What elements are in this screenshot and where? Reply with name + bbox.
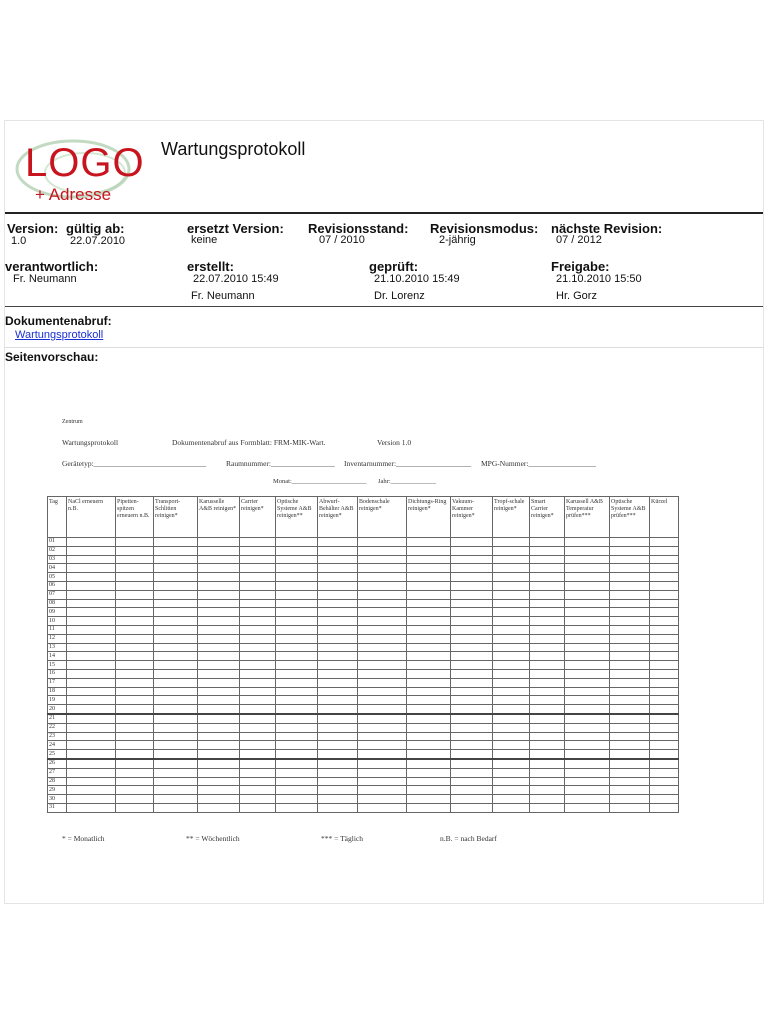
day-cell: 16 [48, 669, 67, 678]
header-divider [5, 212, 763, 214]
preview-form-name: Wartungsprotokoll [62, 438, 119, 447]
day-cell: 03 [48, 555, 67, 564]
created-label: erstellt: [187, 259, 234, 274]
day-cell: 18 [48, 687, 67, 696]
document-page [4, 120, 764, 904]
day-cell: 05 [48, 573, 67, 582]
preview-room-number: Raumnummer:_________________ [226, 459, 335, 468]
day-cell: 22 [48, 723, 67, 732]
responsible-label: verantwortlich: [5, 259, 99, 274]
day-cell: 20 [48, 705, 67, 714]
meta-divider [5, 306, 763, 307]
col-header: Optische Systeme A&B prüfen*** [610, 497, 650, 538]
day-cell: 13 [48, 643, 67, 652]
col-header: Optische Systeme A&B reinigen** [276, 497, 318, 538]
retrieval-label: Dokumentenabruf: [5, 314, 112, 328]
day-cell: 09 [48, 608, 67, 617]
preview-device-type: Gerätetyp:______________________________ [62, 459, 207, 468]
preview-inventory-number: Inventarnummer:____________________ [344, 459, 472, 468]
preview-year: Jahr:______________ [378, 478, 437, 485]
col-header: Karusselle A&B reinigen* [198, 497, 240, 538]
day-cell: 31 [48, 803, 67, 812]
preview-form-source: Dokumentenabruf aus Formblatt: FRM-MIK-Wart. [172, 438, 326, 447]
preview-label: Seitenvorschau: [5, 350, 99, 364]
day-cell: 17 [48, 678, 67, 687]
next-revision-value: 07 / 2012 [556, 234, 602, 246]
revision-mode-value: 2-jährig [439, 234, 476, 246]
day-cell: 30 [48, 795, 67, 804]
release-label: Freigabe: [551, 259, 610, 274]
logo-text: LOGO [25, 141, 145, 185]
col-header: Kürzel [650, 497, 679, 538]
col-header: Transport-Schlitten reinigen* [154, 497, 198, 538]
col-header: Karussell A&B Temperatur prüfen*** [565, 497, 610, 538]
legend-monthly: * = Monatlich [62, 834, 105, 843]
col-header: Pipetten-spitzen erneuern n.B. [116, 497, 154, 538]
day-cell: 28 [48, 777, 67, 786]
release-by: Hr. Gorz [556, 290, 597, 302]
day-cell: 11 [48, 625, 67, 634]
day-cell: 27 [48, 768, 67, 777]
day-cell: 26 [48, 759, 67, 768]
checked-date: 21.10.2010 15:49 [374, 273, 460, 285]
col-header: Abwurf-Behälter A&B reinigen* [318, 497, 358, 538]
day-cell: 19 [48, 696, 67, 705]
replaces-version-value: keine [191, 234, 218, 246]
checked-label: geprüft: [369, 259, 419, 274]
day-cell: 12 [48, 634, 67, 643]
release-date: 21.10.2010 15:50 [556, 273, 642, 285]
preview-center: Zentrum [62, 419, 83, 425]
revision-mode-label: Revisionsmodus: [430, 221, 539, 236]
retrieval-link[interactable]: Wartungsprotokoll [15, 329, 104, 341]
legend-weekly: ** = Wöchentlich [186, 834, 240, 843]
day-cell: 08 [48, 599, 67, 608]
day-cell: 10 [48, 617, 67, 626]
day-cell: 04 [48, 564, 67, 573]
preview-mpg-number: MPG-Nummer:__________________ [481, 459, 596, 468]
created-by: Fr. Neumann [191, 290, 255, 302]
day-cell: 25 [48, 750, 67, 759]
revision-state-value: 07 / 2010 [319, 234, 365, 246]
day-cell: 24 [48, 741, 67, 750]
created-date: 22.07.2010 15:49 [193, 273, 279, 285]
col-header: Carrier reinigen* [240, 497, 276, 538]
version-value: 1.0 [11, 235, 27, 247]
day-cell: 15 [48, 661, 67, 670]
col-header: Smart Carrier reinigen* [530, 497, 565, 538]
valid-from-value: 22.07.2010 [70, 235, 126, 247]
version-label: Version: [7, 221, 59, 236]
col-header: Tag [48, 497, 67, 538]
logo [13, 133, 163, 213]
col-header: Dichtungs-Ring reinigen* [407, 497, 451, 538]
preview-month: Monat:_______________________ [273, 478, 367, 485]
checked-by: Dr. Lorenz [374, 290, 425, 302]
day-cell: 02 [48, 546, 67, 555]
valid-from-label: gültig ab: [66, 221, 125, 236]
col-header: Tropf-schale reinigen* [493, 497, 530, 538]
logo-address: + Adresse [35, 185, 112, 204]
preview-form-version: Version 1.0 [377, 438, 412, 447]
replaces-version-label: ersetzt Version: [187, 221, 284, 236]
day-cell: 23 [48, 732, 67, 741]
document-title: Wartungsprotokoll [161, 139, 306, 159]
legend-as-needed: n.B. = nach Bedarf [440, 834, 497, 843]
col-header: Bodenschale reinigen* [358, 497, 407, 538]
day-cell: 07 [48, 590, 67, 599]
revision-state-label: Revisionsstand: [308, 221, 409, 236]
day-cell: 29 [48, 786, 67, 795]
legend-daily: *** = Täglich [321, 834, 364, 843]
col-header: Vakuum-Kammer reinigen* [451, 497, 493, 538]
day-cell: 14 [48, 652, 67, 661]
day-cell: 21 [48, 714, 67, 723]
col-header: NaCl erneuern n.B. [67, 497, 116, 538]
day-cell: 01 [48, 538, 67, 547]
next-revision-label: nächste Revision: [551, 221, 663, 236]
day-cell: 06 [48, 581, 67, 590]
responsible-value: Fr. Neumann [13, 273, 77, 285]
retrieval-divider [5, 347, 763, 348]
